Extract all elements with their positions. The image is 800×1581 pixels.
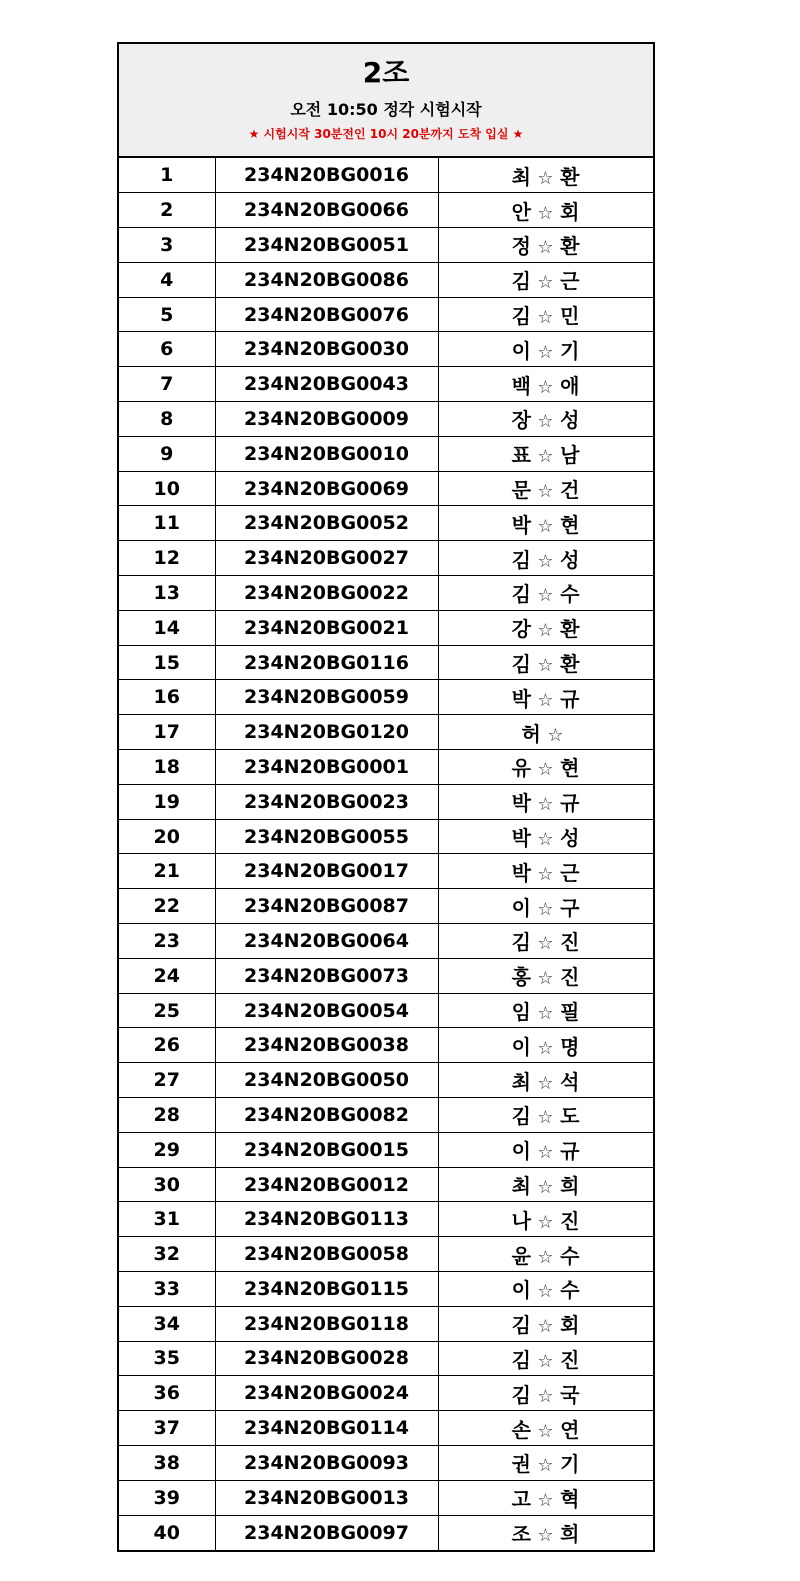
star-mask-icon: ☆ [537,1107,555,1129]
exam-number: 234N20BG0055 [215,819,438,854]
name-last-char: 구 [560,895,580,920]
row-number: 4 [119,262,215,297]
row-number: 16 [119,680,215,715]
masked-name [438,715,653,750]
group-title: 2조 [362,56,410,89]
masked-name [438,1063,653,1098]
name-first-char: 고 [511,1487,532,1512]
exam-number: 234N20BG0115 [215,1272,438,1307]
arrival-notice: ★ 시험시작 30분전인 10시 20분까지 도착 입실 ★ [248,127,524,141]
table-row [119,819,653,854]
star-mask-icon: ☆ [537,759,555,781]
name-first-char: 박 [511,512,532,537]
exam-number: 234N20BG0009 [215,402,438,437]
exam-number: 234N20BG0051 [215,228,438,263]
row-number: 17 [119,715,215,750]
star-mask-icon: ☆ [537,585,555,607]
star-mask-icon: ☆ [537,446,555,468]
exam-number: 234N20BG0059 [215,680,438,715]
name-first-char: 윤 [511,1243,532,1268]
table-row [119,228,653,263]
table-row [119,262,653,297]
name-last-char: 회 [560,1313,580,1338]
table-row [119,402,653,437]
star-mask-icon: ☆ [537,1037,555,1059]
masked-name [438,262,653,297]
masked-name [438,993,653,1028]
star-mask-icon: ☆ [537,481,555,503]
star-mask-icon: ☆ [537,272,555,294]
star-mask-icon: ☆ [537,1490,555,1512]
star-mask-icon: ☆ [537,376,555,398]
name-last-char: 도 [560,1104,580,1129]
masked-name [438,506,653,541]
row-number: 6 [119,332,215,367]
name-last-char: 진 [560,1347,580,1372]
table-row [119,854,653,889]
exam-number: 234N20BG0052 [215,506,438,541]
name-last-char: 기 [560,1452,580,1477]
name-last-char: 건 [560,478,580,503]
exam-number: 234N20BG0001 [215,750,438,785]
name-first-char: 김 [511,304,532,329]
exam-number: 234N20BG0022 [215,576,438,611]
exam-number: 234N20BG0076 [215,297,438,332]
row-number: 5 [119,297,215,332]
table-row [119,506,653,541]
masked-name [438,819,653,854]
name-first-char: 최 [511,164,532,189]
name-last-char: 환 [560,617,580,642]
name-first-char: 이 [511,1139,532,1164]
table-row [119,1515,653,1550]
name-last-char: 진 [560,1208,580,1233]
row-number: 26 [119,1028,215,1063]
row-number: 14 [119,610,215,645]
masked-name [438,471,653,506]
exam-number: 234N20BG0017 [215,854,438,889]
masked-name [438,1480,653,1515]
row-number: 8 [119,402,215,437]
table-row [119,1132,653,1167]
name-last-char: 현 [560,512,580,537]
name-first-char: 이 [511,1278,532,1303]
name-last-char: 희 [560,1174,580,1198]
name-last-char: 혁 [560,1487,580,1512]
masked-name [438,1028,653,1063]
row-number: 20 [119,819,215,854]
name-last-char: 수 [560,1278,580,1303]
row-number: 37 [119,1411,215,1446]
masked-name [438,1341,653,1376]
name-first-char: 나 [511,1208,532,1233]
name-first-char: 이 [511,1034,532,1059]
masked-name [438,228,653,263]
star-mask-icon: ☆ [537,689,555,711]
star-mask-icon: ☆ [537,1350,555,1372]
table-row [119,680,653,715]
roster-body [119,158,653,1550]
table-row [119,1237,653,1272]
row-number: 1 [119,158,215,193]
name-last-char: 현 [560,756,580,781]
name-first-char: 김 [511,1382,532,1407]
name-first-char: 홍 [511,965,532,990]
name-first-char: 박 [511,826,532,851]
exam-number: 234N20BG0015 [215,1132,438,1167]
name-last-char: 규 [560,791,580,816]
exam-number: 234N20BG0050 [215,1063,438,1098]
star-mask-icon: ☆ [537,968,555,990]
row-number: 9 [119,436,215,471]
name-last-char: 환 [560,164,580,189]
name-last-char: 환 [560,652,580,677]
exam-number: 234N20BG0120 [215,715,438,750]
row-number: 19 [119,784,215,819]
name-first-char: 김 [511,582,532,607]
masked-name [438,1515,653,1550]
masked-name [438,854,653,889]
name-last-char: 필 [560,1000,580,1025]
row-number: 29 [119,1132,215,1167]
name-last-char: 근 [560,269,580,294]
masked-name [438,367,653,402]
row-number: 13 [119,576,215,611]
star-mask-icon: ☆ [537,202,555,224]
exam-number: 234N20BG0012 [215,1167,438,1202]
name-last-char: 연 [560,1417,580,1442]
masked-name [438,645,653,680]
exam-number: 234N20BG0043 [215,367,438,402]
masked-name [438,193,653,228]
table-row [119,471,653,506]
row-number: 23 [119,924,215,959]
name-first-char: 김 [511,930,532,955]
name-first-char: 김 [511,1347,532,1372]
name-first-char: 손 [511,1417,532,1442]
exam-number: 234N20BG0058 [215,1237,438,1272]
masked-name [438,1202,653,1237]
table-row [119,541,653,576]
roster-table [119,158,653,1550]
name-last-char: 희 [560,1522,580,1547]
exam-number: 234N20BG0087 [215,889,438,924]
name-last-char: 규 [560,686,580,711]
row-number: 10 [119,471,215,506]
roster-header [119,44,653,158]
table-row [119,158,653,193]
star-mask-icon: ☆ [547,724,564,746]
exam-number: 234N20BG0066 [215,193,438,228]
name-last-char: 명 [560,1034,580,1059]
masked-name [438,784,653,819]
name-first-char: 김 [511,1104,532,1129]
masked-name [438,1306,653,1341]
table-row [119,1063,653,1098]
row-number: 18 [119,750,215,785]
exam-number: 234N20BG0097 [215,1515,438,1550]
masked-name [438,541,653,576]
star-mask-icon: ☆ [537,515,555,537]
row-number: 35 [119,1341,215,1376]
name-last-char: 성 [560,408,580,433]
table-row [119,645,653,680]
row-number: 40 [119,1515,215,1550]
exam-number: 234N20BG0116 [215,645,438,680]
row-number: 36 [119,1376,215,1411]
star-mask-icon: ☆ [537,898,555,920]
table-row [119,1341,653,1376]
table-row [119,1445,653,1480]
row-number: 15 [119,645,215,680]
star-mask-icon: ☆ [537,307,555,329]
name-first-char: 이 [511,338,532,363]
exam-roster-sheet [117,42,655,1552]
exam-number: 234N20BG0023 [215,784,438,819]
exam-number: 234N20BG0030 [215,332,438,367]
star-mask-icon: ☆ [537,933,555,955]
row-number: 11 [119,506,215,541]
table-row [119,958,653,993]
name-first-char: 최 [511,1174,532,1198]
masked-name [438,576,653,611]
name-last-char: 수 [560,1243,580,1268]
table-row [119,1167,653,1202]
row-number: 32 [119,1237,215,1272]
row-number: 39 [119,1480,215,1515]
star-mask-icon: ☆ [537,341,555,363]
table-row [119,1098,653,1133]
masked-name [438,1411,653,1446]
name-last-char: 기 [560,338,580,363]
row-number: 27 [119,1063,215,1098]
name-last-char: 회 [560,199,580,224]
masked-name [438,1376,653,1411]
name-last-char: 진 [560,930,580,955]
name-last-char: 진 [560,965,580,990]
exam-number: 234N20BG0113 [215,1202,438,1237]
table-row [119,750,653,785]
star-mask-icon: ☆ [537,1003,555,1025]
name-last-char: 수 [560,582,580,607]
masked-name [438,158,653,193]
exam-number: 234N20BG0073 [215,958,438,993]
row-number: 12 [119,541,215,576]
star-mask-icon: ☆ [537,167,555,189]
row-number: 21 [119,854,215,889]
exam-number: 234N20BG0114 [215,1411,438,1446]
star-mask-icon: ☆ [537,863,555,885]
exam-number: 234N20BG0069 [215,471,438,506]
row-number: 28 [119,1098,215,1133]
masked-name [438,610,653,645]
table-row [119,715,653,750]
name-first-char: 최 [511,1069,532,1094]
exam-number: 234N20BG0024 [215,1376,438,1411]
star-mask-icon: ☆ [537,1316,555,1338]
name-first-char: 박 [511,686,532,711]
table-row [119,1411,653,1446]
table-row [119,576,653,611]
name-first-char: 이 [511,895,532,920]
name-last-char: 환 [560,234,580,259]
row-number: 31 [119,1202,215,1237]
star-mask-icon: ☆ [537,794,555,816]
name-first-char: 박 [511,791,532,816]
name-first-char: 박 [511,860,532,885]
exam-number: 234N20BG0064 [215,924,438,959]
name-first-char: 김 [511,1313,532,1338]
star-mask-icon: ☆ [537,1420,555,1442]
star-mask-icon: ☆ [537,1142,555,1164]
exam-start-time: 오전 10:50 정각 시험시작 [290,100,482,119]
star-mask-icon: ☆ [537,620,555,642]
exam-number: 234N20BG0013 [215,1480,438,1515]
row-number: 33 [119,1272,215,1307]
star-mask-icon: ☆ [537,1455,555,1477]
table-row [119,1306,653,1341]
row-number: 2 [119,193,215,228]
name-first-char: 임 [511,1000,532,1025]
star-mask-icon: ☆ [537,829,555,851]
masked-name [438,297,653,332]
name-first-char: 권 [511,1452,532,1477]
exam-number: 234N20BG0086 [215,262,438,297]
name-last-char: 석 [560,1069,580,1094]
table-row [119,889,653,924]
table-row [119,297,653,332]
exam-number: 234N20BG0093 [215,1445,438,1480]
masked-name [438,750,653,785]
star-mask-icon: ☆ [537,237,555,259]
name-first-char: 허 [521,721,542,746]
row-number: 22 [119,889,215,924]
star-mask-icon: ☆ [537,1525,555,1547]
star-mask-icon: ☆ [537,550,555,572]
name-first-char: 유 [511,756,532,781]
star-mask-icon: ☆ [537,655,555,677]
table-row [119,367,653,402]
row-number: 25 [119,993,215,1028]
masked-name [438,889,653,924]
name-last-char: 민 [560,304,580,329]
table-row [119,993,653,1028]
masked-name [438,924,653,959]
table-row [119,1376,653,1411]
name-first-char: 조 [511,1522,532,1547]
masked-name [438,958,653,993]
masked-name [438,680,653,715]
name-last-char: 남 [560,443,580,468]
name-first-char: 김 [511,547,532,572]
star-mask-icon: ☆ [537,1072,555,1094]
masked-name [438,1237,653,1272]
table-row [119,784,653,819]
star-mask-icon: ☆ [537,411,555,433]
exam-number: 234N20BG0028 [215,1341,438,1376]
table-row [119,436,653,471]
name-first-char: 백 [511,373,532,398]
exam-number: 234N20BG0027 [215,541,438,576]
name-first-char: 표 [511,443,532,468]
name-last-char: 성 [560,826,580,851]
masked-name [438,1445,653,1480]
name-first-char: 장 [511,408,532,433]
exam-number: 234N20BG0021 [215,610,438,645]
name-first-char: 김 [511,269,532,294]
masked-name [438,1098,653,1133]
name-first-char: 강 [511,617,532,642]
name-first-char: 김 [511,652,532,677]
masked-name [438,332,653,367]
masked-name [438,1272,653,1307]
masked-name [438,1167,653,1202]
table-row [119,1202,653,1237]
name-last-char: 성 [560,547,580,572]
row-number: 7 [119,367,215,402]
row-number: 30 [119,1167,215,1202]
masked-name [438,402,653,437]
table-row [119,1480,653,1515]
exam-number: 234N20BG0118 [215,1306,438,1341]
exam-number: 234N20BG0082 [215,1098,438,1133]
star-mask-icon: ☆ [537,1246,555,1268]
row-number: 3 [119,228,215,263]
table-row [119,610,653,645]
star-mask-icon: ☆ [537,1211,555,1233]
name-last-char: 규 [560,1139,580,1164]
masked-name [438,1132,653,1167]
name-last-char: 국 [560,1382,580,1407]
table-row [119,1272,653,1307]
exam-number: 234N20BG0010 [215,436,438,471]
name-last-char: 애 [560,373,580,398]
name-first-char: 정 [511,234,532,259]
row-number: 24 [119,958,215,993]
star-mask-icon: ☆ [537,1177,555,1198]
table-row [119,193,653,228]
star-mask-icon: ☆ [537,1385,555,1407]
table-row [119,1028,653,1063]
table-row [119,924,653,959]
row-number: 34 [119,1306,215,1341]
table-row [119,332,653,367]
row-number: 38 [119,1445,215,1480]
exam-number: 234N20BG0016 [215,158,438,193]
star-mask-icon: ☆ [537,1281,555,1303]
masked-name [438,436,653,471]
name-first-char: 문 [511,478,532,503]
name-last-char: 근 [560,860,580,885]
exam-number: 234N20BG0038 [215,1028,438,1063]
name-first-char: 안 [511,199,532,224]
exam-number: 234N20BG0054 [215,993,438,1028]
